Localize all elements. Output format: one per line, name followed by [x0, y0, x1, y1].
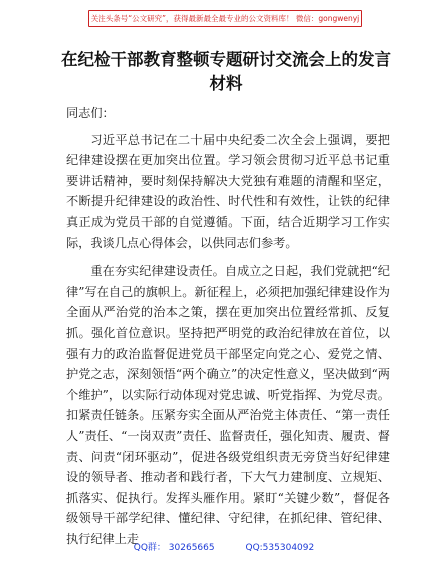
document-title: 在纪检干部教育整顿专题研讨交流会上的发言材料 [61, 50, 391, 93]
footer-contacts [0, 540, 448, 553]
footer-qq-number: QQ:535304092 [245, 543, 315, 553]
paragraph-1: 习近平总书记在二十届中央纪委二次全会上强调，要把纪律建设摆在更加突出位置。学习领会贯彻习近平总书记重要讲话精神，要时刻保持解决大党独有难题的清醒和坚定，不断提升纪律建设的政治性、时代性和有效性，让铁的纪律真正成为党员干部的自觉遵循。下面，结合近期学习工作实际，我谈几点心得体会，以供同志们参考。 [66, 132, 390, 250]
document-body [66, 103, 390, 557]
footer-qq-group: QQ群： 30265665 [133, 543, 215, 553]
top-banner: 关注头条号“公文研究”，获得最新最全最专业的公文资料库！ 微信：gongwenyj [88, 10, 362, 27]
paragraph-2: 重在夯实纪律建设责任。自成立之日起，我们党就把“纪律”写在自己的旗帜上。新征程上，必须把加强纪律建设作为全面从严治党的治本之策，摆在更加突出位置经常抓、反复抓。强化首位意识。坚持把严明党的政治纪律放在首位，以强有力的政治监督促进党员干部坚定向党之心、爱党之情、护党之志，深刻领悟“两个确立”的决定性意义，坚决做到“两个维护”，以实际行动体现对党忠诚、听党指挥、为党尽责。扣紧责任链条。压紧夯实全面从严治党主体责任、“第一责任人”责任、“一岗双责”责任、监督责任，强化知责、履责、督责、问责“闭环驱动”，促进各级党组织责无旁贷当好纪律建设的领导者、推动者和践行者，下大气力建制度、立规矩、抓落实、促执行。发挥头雁作用。紧盯“关键少数”，督促各级领导干部学纪律、懂纪律、守纪律，在抓纪律、管纪律、执行纪律上走 [66, 264, 390, 546]
greeting: 同志们： [66, 106, 115, 120]
